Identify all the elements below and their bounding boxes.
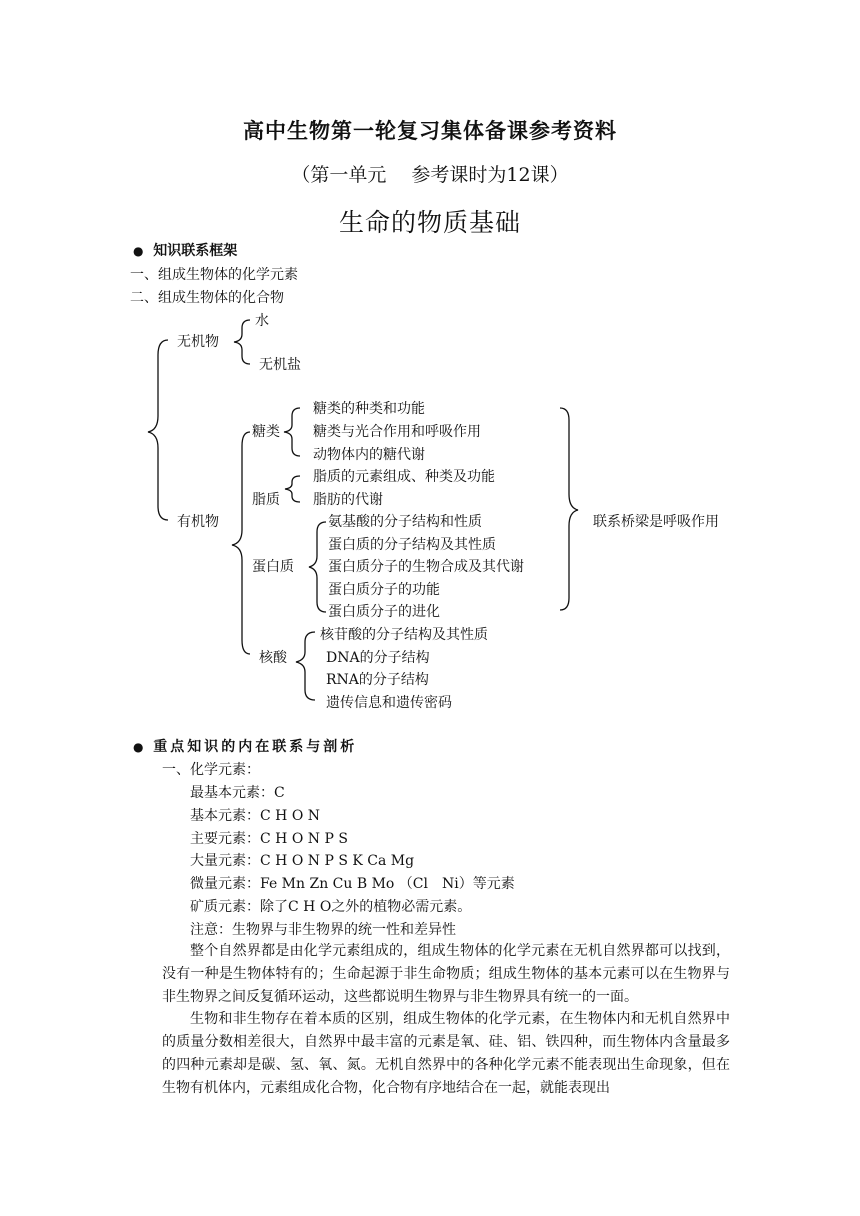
lipid-item: 脂肪的代谢 bbox=[313, 492, 383, 508]
inorganic-item-water: 水 bbox=[255, 313, 269, 329]
right-brace bbox=[560, 408, 578, 610]
nucleic-label: 核酸 bbox=[259, 650, 287, 666]
framework-item-2: 二、组成生物体的化合物 bbox=[130, 290, 284, 306]
link-note: 联系桥梁是呼吸作用 bbox=[593, 514, 719, 530]
analysis-heading-text: 重点知识的内在联系与剖析 bbox=[153, 739, 358, 755]
sugar-item: 动物体内的糖代谢 bbox=[313, 447, 425, 463]
chapter-title: 生命的物质基础 bbox=[338, 208, 521, 237]
element-line: 大量元素：C H O N P S K Ca Mg bbox=[190, 853, 415, 869]
inorganic-label: 无机物 bbox=[177, 334, 219, 350]
protein-item: 蛋白质分子的生物合成及其代谢 bbox=[328, 559, 524, 575]
bullet-icon: ● bbox=[133, 244, 144, 258]
element-line: 微量元素：Fe Mn Zn Cu B Mo （Cl Ni）等元素 bbox=[190, 876, 515, 892]
nucleic-item: RNA的分子结构 bbox=[326, 672, 429, 688]
organic-label: 有机物 bbox=[177, 514, 219, 530]
lipid-brace bbox=[285, 476, 300, 502]
sugar-label: 糖类 bbox=[252, 424, 280, 440]
document-subtitle: （第一单元 参考课时为12课） bbox=[291, 164, 569, 186]
nucleic-brace bbox=[296, 632, 315, 700]
paragraph-difference: 生物和非生物存在着本质的区别，组成生物体的化学元素，在生物体内和无机自然界中的质量分数相差很大，自然界中最丰富的元素是氧、硅、铝、铁四种，而生物体内含量最多的四种元素却是碳、氢、氧、氮。无机自然界中的各种化学元素不能表现出生命现象，但在生物有机体内，元素组成化合物，化合物有序地结合在一起，就能表现出 bbox=[162, 1011, 730, 1096]
protein-item: 蛋白质分子的进化 bbox=[328, 604, 440, 620]
organic-brace bbox=[232, 432, 250, 654]
sugar-item: 糖类的种类和功能 bbox=[313, 401, 425, 417]
analysis-section-1: 一、化学元素： bbox=[162, 762, 260, 778]
framework-item-1: 一、组成生物体的化学元素 bbox=[130, 267, 298, 283]
nucleic-item: 核苷酸的分子结构及其性质 bbox=[320, 627, 488, 643]
document-title: 高中生物第一轮复习集体备课参考资料 bbox=[243, 118, 617, 143]
protein-item: 蛋白质分子的功能 bbox=[328, 582, 440, 598]
protein-label: 蛋白质 bbox=[252, 559, 294, 575]
element-line: 主要元素：C H O N P S bbox=[190, 831, 348, 847]
framework-heading-text: 知识联系框架 bbox=[153, 243, 238, 259]
nucleic-item: DNA的分子结构 bbox=[326, 650, 430, 666]
element-line: 基本元素：C H O N bbox=[190, 808, 320, 824]
lipid-label: 脂质 bbox=[252, 492, 280, 508]
sugar-brace bbox=[284, 408, 300, 456]
inorganic-brace bbox=[234, 320, 250, 364]
nucleic-item: 遗传信息和遗传密码 bbox=[326, 695, 452, 711]
paragraph-unity: 整个自然界都是由化学元素组成的，组成生物体的化学元素在无机自然界都可以找到，没有一种是生物体特有的；生命起源于非生命物质；组成生物体的基本元素可以在生物界与非生物界之间反复循环运动，这些都说明生物界与非生物界具有统一的一面。 bbox=[162, 943, 730, 1005]
element-line: 矿质元素：除了C H O之外的植物必需元素。 bbox=[190, 899, 472, 915]
analysis-heading bbox=[133, 737, 357, 757]
protein-brace bbox=[309, 522, 326, 612]
bullet-icon: ● bbox=[133, 740, 144, 754]
lipid-item: 脂质的元素组成、种类及功能 bbox=[313, 469, 495, 485]
sugar-item: 糖类与光合作用和呼吸作用 bbox=[313, 424, 481, 440]
inorganic-item-salt: 无机盐 bbox=[259, 357, 301, 373]
protein-item: 氨基酸的分子结构和性质 bbox=[328, 514, 482, 530]
element-line: 最基本元素：C bbox=[190, 785, 285, 801]
main-brace bbox=[148, 340, 168, 520]
element-line: 注意：生物界与非生物界的统一性和差异性 bbox=[190, 922, 456, 938]
protein-item: 蛋白质的分子结构及其性质 bbox=[328, 537, 496, 553]
